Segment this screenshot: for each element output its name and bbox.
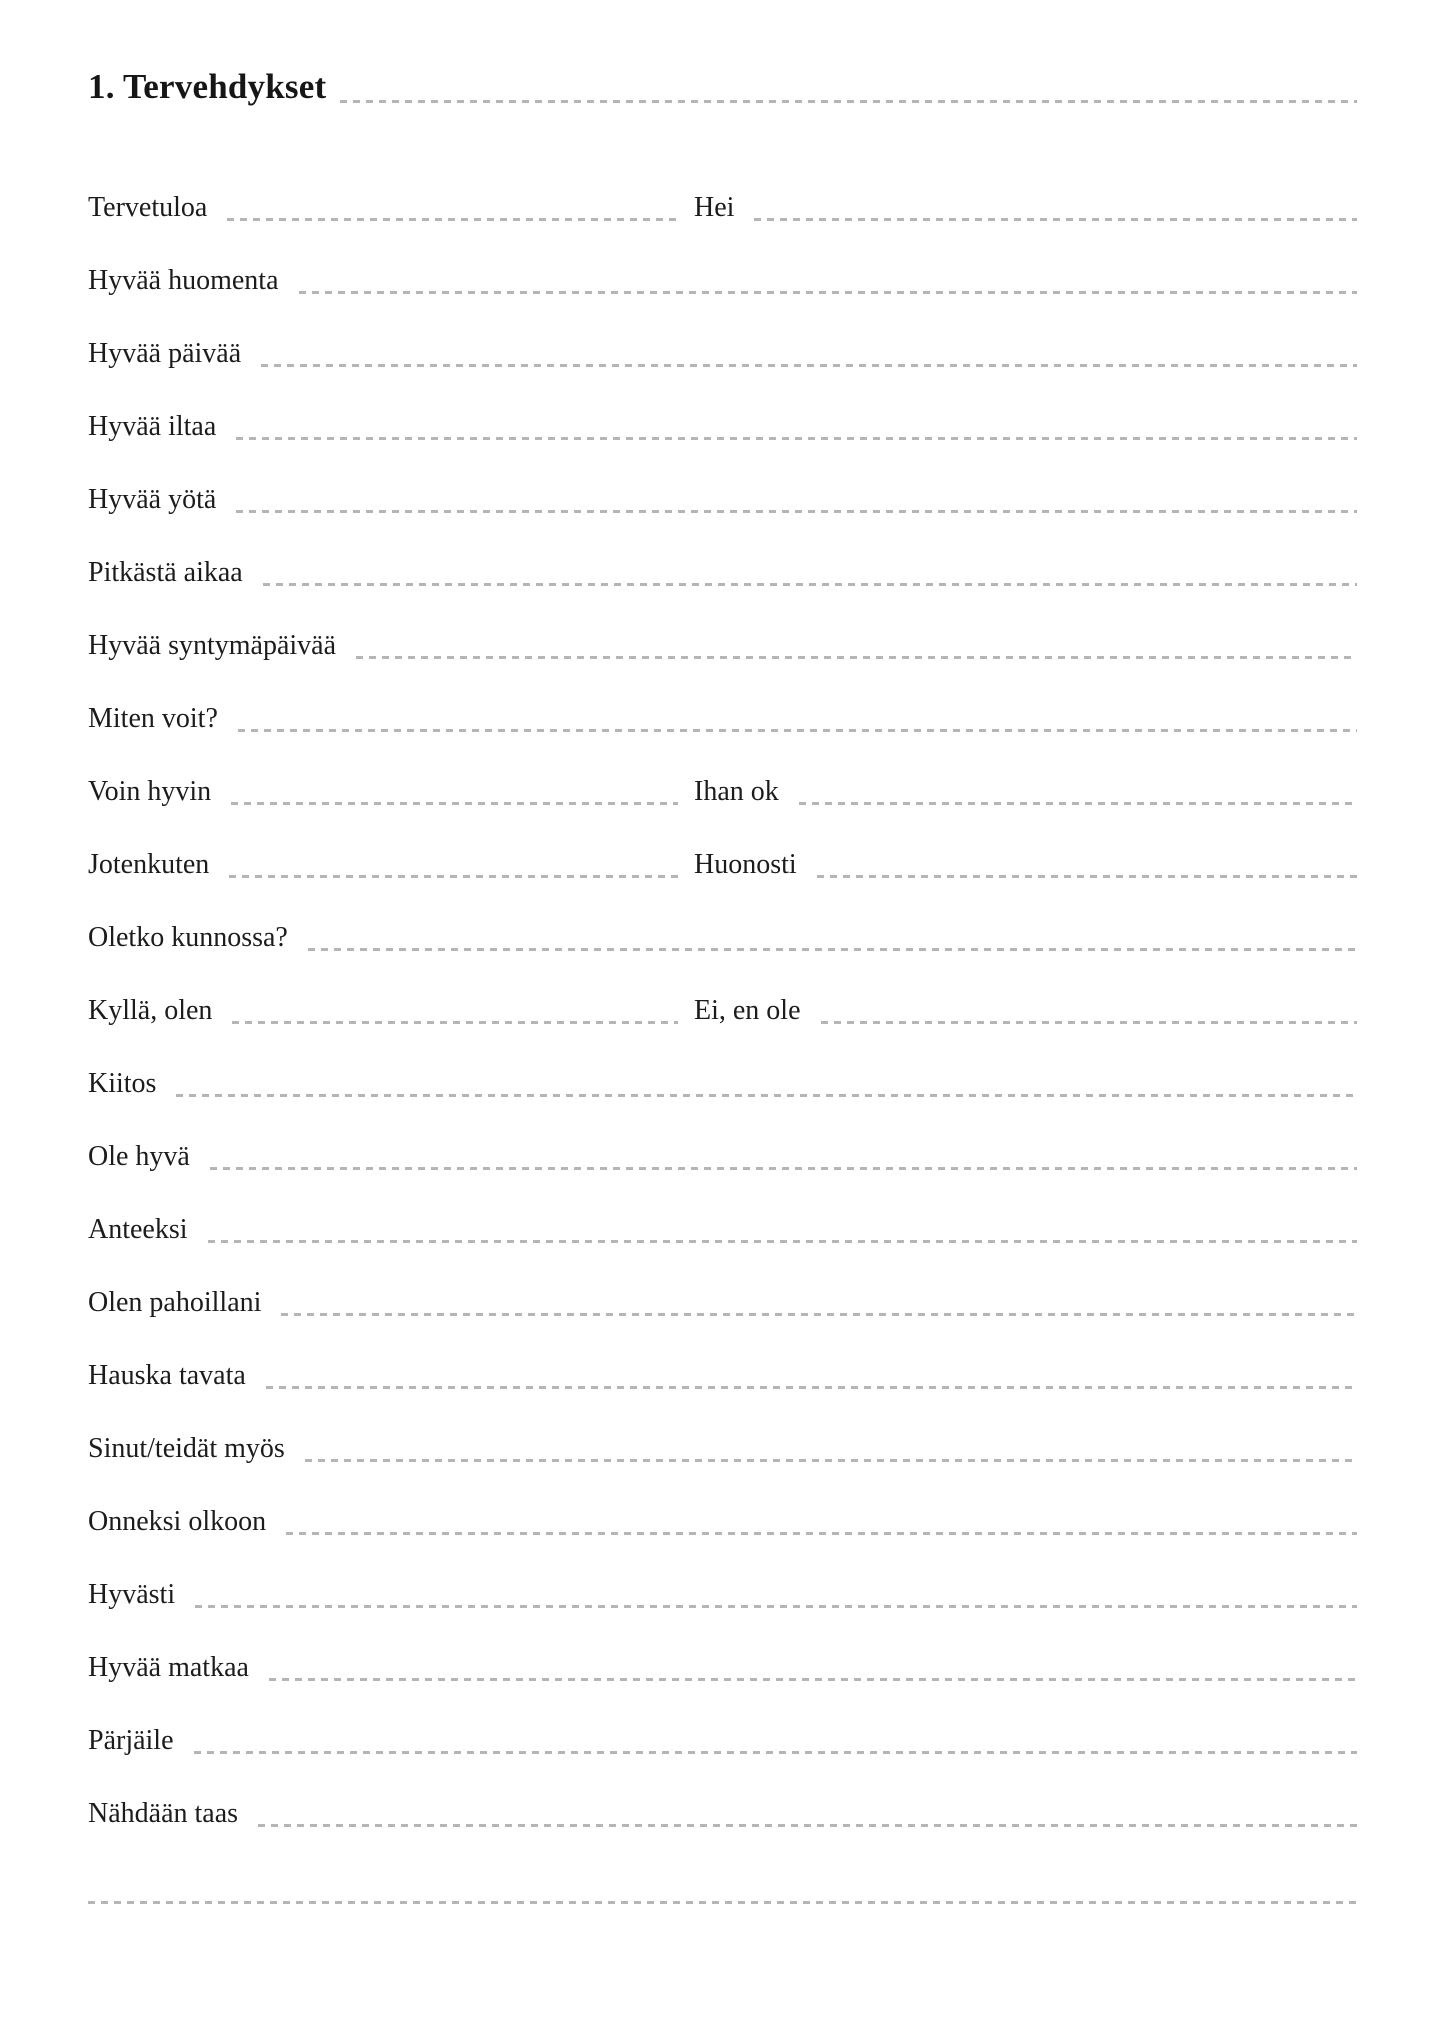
phrase-row [88,149,1357,222]
phrase-cell [88,1362,1357,1390]
phrase-row [88,733,1357,806]
answer-dotted-line [236,510,1357,513]
phrase-cell [88,194,678,222]
phrase-label: Ole hyvä [88,1141,190,1172]
phrase-row [88,368,1357,441]
phrase-label: Hyvästi [88,1579,176,1610]
answer-dotted-line [176,1094,1357,1097]
phrase-label: Sinut/teidät myös [88,1433,285,1464]
phrase-row [88,1390,1357,1463]
phrase-row [88,1755,1357,1828]
answer-dotted-line [281,1313,1357,1316]
phrase-label: Anteeksi [88,1214,188,1245]
phrase-label: Nähdään taas [88,1798,239,1829]
phrase-label: Onneksi olkoon [88,1506,267,1537]
phrase-row [88,587,1357,660]
answer-dotted-line [210,1167,1357,1170]
page-header [88,66,1357,108]
phrase-row [88,1463,1357,1536]
answer-dotted-line [195,1605,1357,1608]
phrase-label: Hyvää yötä [88,484,217,515]
phrase-row [88,295,1357,368]
answer-dotted-line [232,1021,678,1024]
phrase-cell [88,267,1357,295]
phrase-label: Kyllä, olen [88,995,213,1026]
phrase-cell [88,1435,1357,1463]
phrase-cell [88,705,1357,733]
phrase-label: Miten voit? [88,703,218,734]
answer-dotted-line [308,948,1357,951]
answer-dotted-line [227,218,678,221]
phrase-row [88,1682,1357,1755]
phrase-row [88,514,1357,587]
phrase-row [88,806,1357,879]
answer-dotted-line [261,364,1357,367]
phrase-row [88,1244,1357,1317]
phrase-cell [88,1070,1357,1098]
phrase-label: Oletko kunnossa? [88,922,288,953]
phrase-label: Hei [694,192,735,223]
phrase-cell [88,632,1357,660]
phrase-cell [88,1654,1357,1682]
answer-dotted-line [269,1678,1357,1681]
phrase-label: Hyvää syntymäpäivää [88,630,337,661]
phrase-label: Olen pahoillani [88,1287,262,1318]
phrase-row [88,222,1357,295]
answer-dotted-line [194,1751,1357,1754]
phrase-row [88,1609,1357,1682]
phrase-row [88,952,1357,1025]
phrase-cell [88,1727,1357,1755]
answer-dotted-line [817,875,1357,878]
phrase-label: Voin hyvin [88,776,212,807]
title-dotted-line [340,100,1357,103]
phrase-row [88,660,1357,733]
answer-dotted-line [266,1386,1357,1389]
phrase-cell [88,413,1357,441]
phrase-cell [88,486,1357,514]
phrase-label: Ihan ok [694,776,779,807]
phrase-row [88,1317,1357,1390]
phrase-label: Pitkästä aikaa [88,557,243,588]
phrase-cell [88,1216,1357,1244]
phrase-list [88,149,1357,1828]
answer-dotted-line [356,656,1357,659]
answer-dotted-line [231,802,678,805]
phrase-label: Hyvää huomenta [88,265,279,296]
phrase-label: Hauska tavata [88,1360,246,1391]
phrase-label: Hyvää iltaa [88,411,217,442]
phrase-cell [88,851,678,879]
answer-dotted-line [286,1532,1357,1535]
phrase-cell [88,778,678,806]
phrase-cell [694,997,1357,1025]
phrase-cell [88,1143,1357,1171]
phrase-label: Jotenkuten [88,849,210,880]
phrase-cell [694,194,1357,222]
answer-dotted-line [799,802,1357,805]
phrase-label: Kiitos [88,1068,157,1099]
phrase-row [88,1098,1357,1171]
phrase-cell [88,340,1357,368]
phrase-cell [88,924,1357,952]
answer-dotted-line [236,437,1357,440]
phrase-label: Hyvää matkaa [88,1652,249,1683]
phrase-cell [88,1800,1357,1828]
answer-dotted-line [258,1824,1357,1827]
phrase-row [88,1536,1357,1609]
answer-dotted-line [229,875,678,878]
answer-dotted-line [299,291,1358,294]
phrase-cell [88,1289,1357,1317]
answer-dotted-line [821,1021,1357,1024]
phrase-cell [88,1581,1357,1609]
phrase-label: Pärjäile [88,1725,174,1756]
phrase-cell [694,778,1357,806]
phrase-row [88,441,1357,514]
phrase-cell [694,851,1357,879]
answer-dotted-line [754,218,1357,221]
phrase-cell [88,1508,1357,1536]
answer-dotted-line [238,729,1357,732]
phrase-row [88,879,1357,952]
answer-dotted-line [208,1240,1357,1243]
answer-dotted-line [305,1459,1357,1462]
phrase-label: Hyvää päivää [88,338,242,369]
phrase-label: Huonosti [694,849,797,880]
answer-dotted-line [263,583,1357,586]
phrase-label: Ei, en ole [694,995,801,1026]
phrase-label: Tervetuloa [88,192,208,223]
bottom-dotted-line [88,1901,1357,1904]
phrase-cell [88,997,678,1025]
phrase-row [88,1171,1357,1244]
phrase-row [88,1025,1357,1098]
page-title: 1. Tervehdykset [88,67,327,106]
phrase-cell [88,559,1357,587]
